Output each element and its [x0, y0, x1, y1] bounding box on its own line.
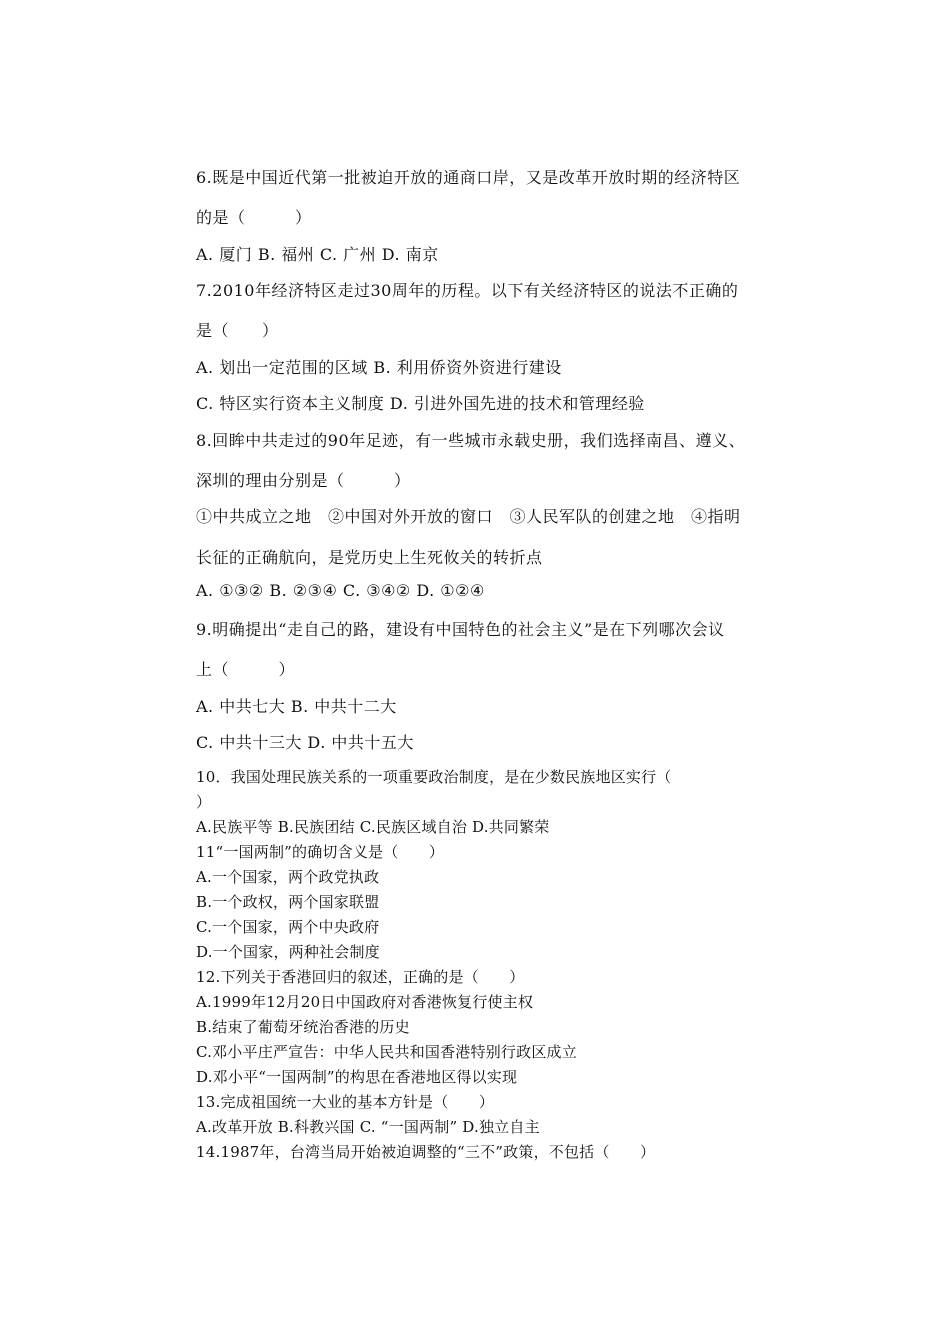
question-11-option-b: B.一个政权，两个国家联盟 [196, 893, 380, 911]
question-12-stem: 12.下列关于香港回归的叙述，正确的是（ ） [196, 968, 525, 986]
question-12-option-a: A.1999年12月20日中国政府对香港恢复行使主权 [196, 993, 534, 1011]
question-8-line-1: 8.回眸中共走过的90年足迹，有一些城市永载史册，我们选择南昌、遵义、 [196, 431, 746, 450]
question-14-stem: 14.1987年，台湾当局开始被迫调整的“三不”政策，不包括（ ） [196, 1143, 656, 1161]
question-7-line-2: 是（ ） [196, 321, 279, 340]
question-12-option-d: D.邓小平“一国两制”的构思在香港地区得以实现 [196, 1068, 518, 1086]
question-13-options: A.改革开放 B.科教兴国 C. “一国两制” D.独立自主 [196, 1118, 540, 1136]
question-11-stem: 11“一国两制”的确切含义是（ ） [196, 843, 445, 861]
question-7-options-cd: C. 特区实行资本主义制度 D. 引进外国先进的技术和管理经验 [196, 394, 645, 413]
question-9-line-1: 9.明确提出“走自己的路，建设有中国特色的社会主义”是在下列哪次会议 [196, 620, 725, 639]
question-9-options-cd: C. 中共十三大 D. 中共十五大 [196, 733, 414, 752]
question-9-line-2: 上（ ） [196, 660, 296, 679]
question-10-line-2: ） [196, 793, 212, 811]
question-6-line-2: 的是（ ） [196, 208, 312, 227]
question-12-option-b: B.结束了葡萄牙统治香港的历史 [196, 1018, 410, 1036]
question-11-option-d: D.一个国家，两种社会制度 [196, 943, 380, 961]
question-7-line-1: 7.2010年经济特区走过30周年的历程。以下有关经济特区的说法不正确的 [196, 281, 739, 300]
question-11-option-c: C.一个国家，两个中央政府 [196, 918, 380, 936]
question-10-options: A.民族平等 B.民族团结 C.民族区域自治 D.共同繁荣 [196, 818, 550, 836]
question-9-options-ab: A. 中共七大 B. 中共十二大 [196, 697, 397, 716]
question-8-options: A. ①③② B. ②③④ C. ③④② D. ①②④ [196, 581, 485, 600]
question-8-statements-2: 长征的正确航向，是党历史上生死攸关的转折点 [196, 548, 543, 567]
question-7-options-ab: A. 划出一定范围的区域 B. 利用侨资外资进行建设 [196, 358, 562, 377]
question-13-stem: 13.完成祖国统一大业的基本方针是（ ） [196, 1093, 495, 1111]
question-12-option-c: C.邓小平庄严宣告：中华人民共和国香港特别行政区成立 [196, 1043, 577, 1061]
question-11-option-a: A.一个国家，两个政党执政 [196, 868, 380, 886]
question-8-line-2: 深圳的理由分别是（ ） [196, 471, 411, 490]
question-6-line-1: 6.既是中国近代第一批被迫开放的通商口岸，又是改革开放时期的经济特区 [196, 168, 741, 187]
question-10-line-1: 10．我国处理民族关系的一项重要政治制度，是在少数民族地区实行（ [196, 768, 672, 786]
question-8-statements-1: ①中共成立之地 ②中国对外开放的窗口 ③人民军队的创建之地 ④指明 [196, 507, 741, 526]
question-6-options: A. 厦门 B. 福州 C. 广州 D. 南京 [196, 245, 439, 264]
